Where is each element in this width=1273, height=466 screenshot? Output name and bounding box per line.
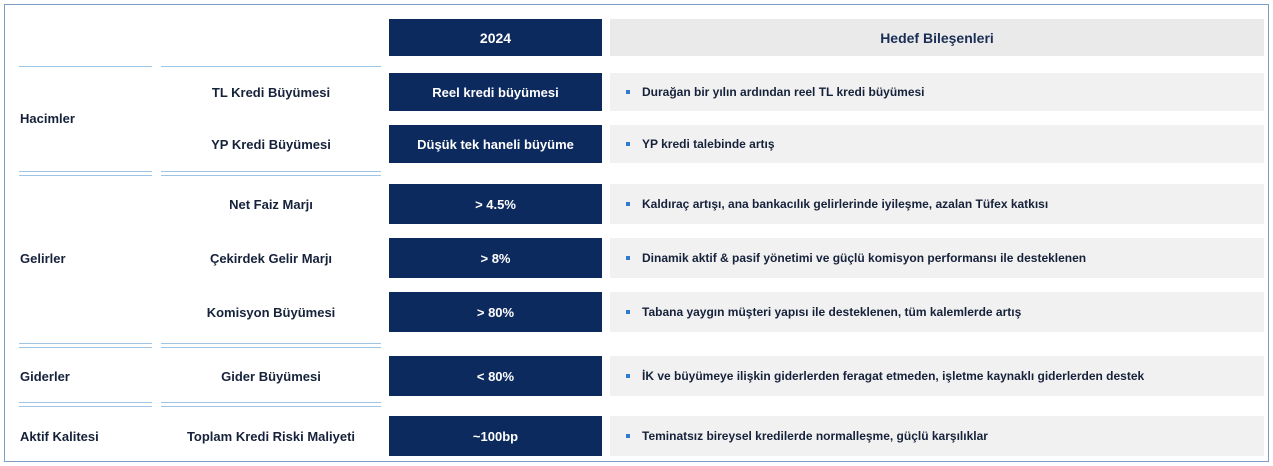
- metric-label: YP Kredi Büyümesi: [211, 136, 331, 152]
- bullet-icon: [626, 310, 630, 314]
- divider: [161, 402, 381, 403]
- target-text: Tabana yaygın müşteri yapısı ile desteklenen, tüm kalemlerde artış: [642, 305, 1022, 319]
- bullet-icon: [626, 142, 630, 146]
- target-text: YP kredi talebinde artış: [642, 137, 775, 151]
- group-label-giderler: Giderler: [20, 368, 70, 384]
- value-cell: Düşük tek haneli büyüme: [389, 125, 602, 163]
- metric-label: Net Faiz Marjı: [229, 196, 313, 212]
- target-cell: [610, 356, 1264, 396]
- group-label-gelirler: Gelirler: [20, 250, 66, 266]
- target-text: Durağan bir yılın ardından reel TL kredi büyümesi: [642, 85, 925, 99]
- divider: [19, 402, 152, 403]
- target-text: Dinamik aktif & pasif yönetimi ve güçlü komisyon performansı ile desteklenen: [642, 251, 1087, 265]
- bullet-icon: [626, 202, 630, 206]
- metric-label: Çekirdek Gelir Marjı: [209, 250, 333, 266]
- target-cell: [610, 125, 1264, 163]
- value-cell: ~100bp: [389, 416, 602, 456]
- divider: [161, 343, 381, 344]
- metric-label: Komisyon Büyümesi: [206, 304, 336, 320]
- target-text: Teminatsız bireysel kredilerde normalleşme, güçlü karşılıklar: [642, 429, 988, 443]
- value-cell: > 80%: [389, 292, 602, 332]
- target-cell: [610, 184, 1264, 224]
- target-cell: [610, 238, 1264, 278]
- target-cell: [610, 292, 1264, 332]
- bullet-icon: [626, 256, 630, 260]
- bullet-icon: [626, 434, 630, 438]
- target-cell: [610, 416, 1264, 456]
- bullet-icon: [626, 90, 630, 94]
- group-label-hacimler: Hacimler: [20, 110, 75, 126]
- group-label-aktif-kalitesi: Aktif Kalitesi: [20, 428, 99, 444]
- target-text: Kaldıraç artışı, ana bankacılık gelirlerinde iyileşme, azalan Tüfex katkısı: [642, 197, 1049, 211]
- bullet-icon: [626, 374, 630, 378]
- target-cell: [610, 73, 1264, 111]
- divider: [161, 66, 381, 67]
- value-cell: < 80%: [389, 356, 602, 396]
- metric-label: TL Kredi Büyümesi: [211, 84, 331, 100]
- divider: [19, 171, 152, 172]
- year-header: 2024: [389, 19, 602, 56]
- metric-label: Toplam Kredi Riski Maliyeti: [186, 428, 356, 444]
- divider: [19, 66, 152, 67]
- divider: [19, 343, 152, 344]
- value-cell: Reel kredi büyümesi: [389, 73, 602, 111]
- targets-header: Hedef Bileşenleri: [610, 19, 1264, 56]
- divider: [161, 171, 381, 172]
- value-cell: > 4.5%: [389, 184, 602, 224]
- target-text: İK ve büyümeye ilişkin giderlerden feragat etmeden, işletme kaynaklı giderlerden destek: [642, 369, 1145, 383]
- value-cell: > 8%: [389, 238, 602, 278]
- metric-label: Gider Büyümesi: [221, 368, 321, 384]
